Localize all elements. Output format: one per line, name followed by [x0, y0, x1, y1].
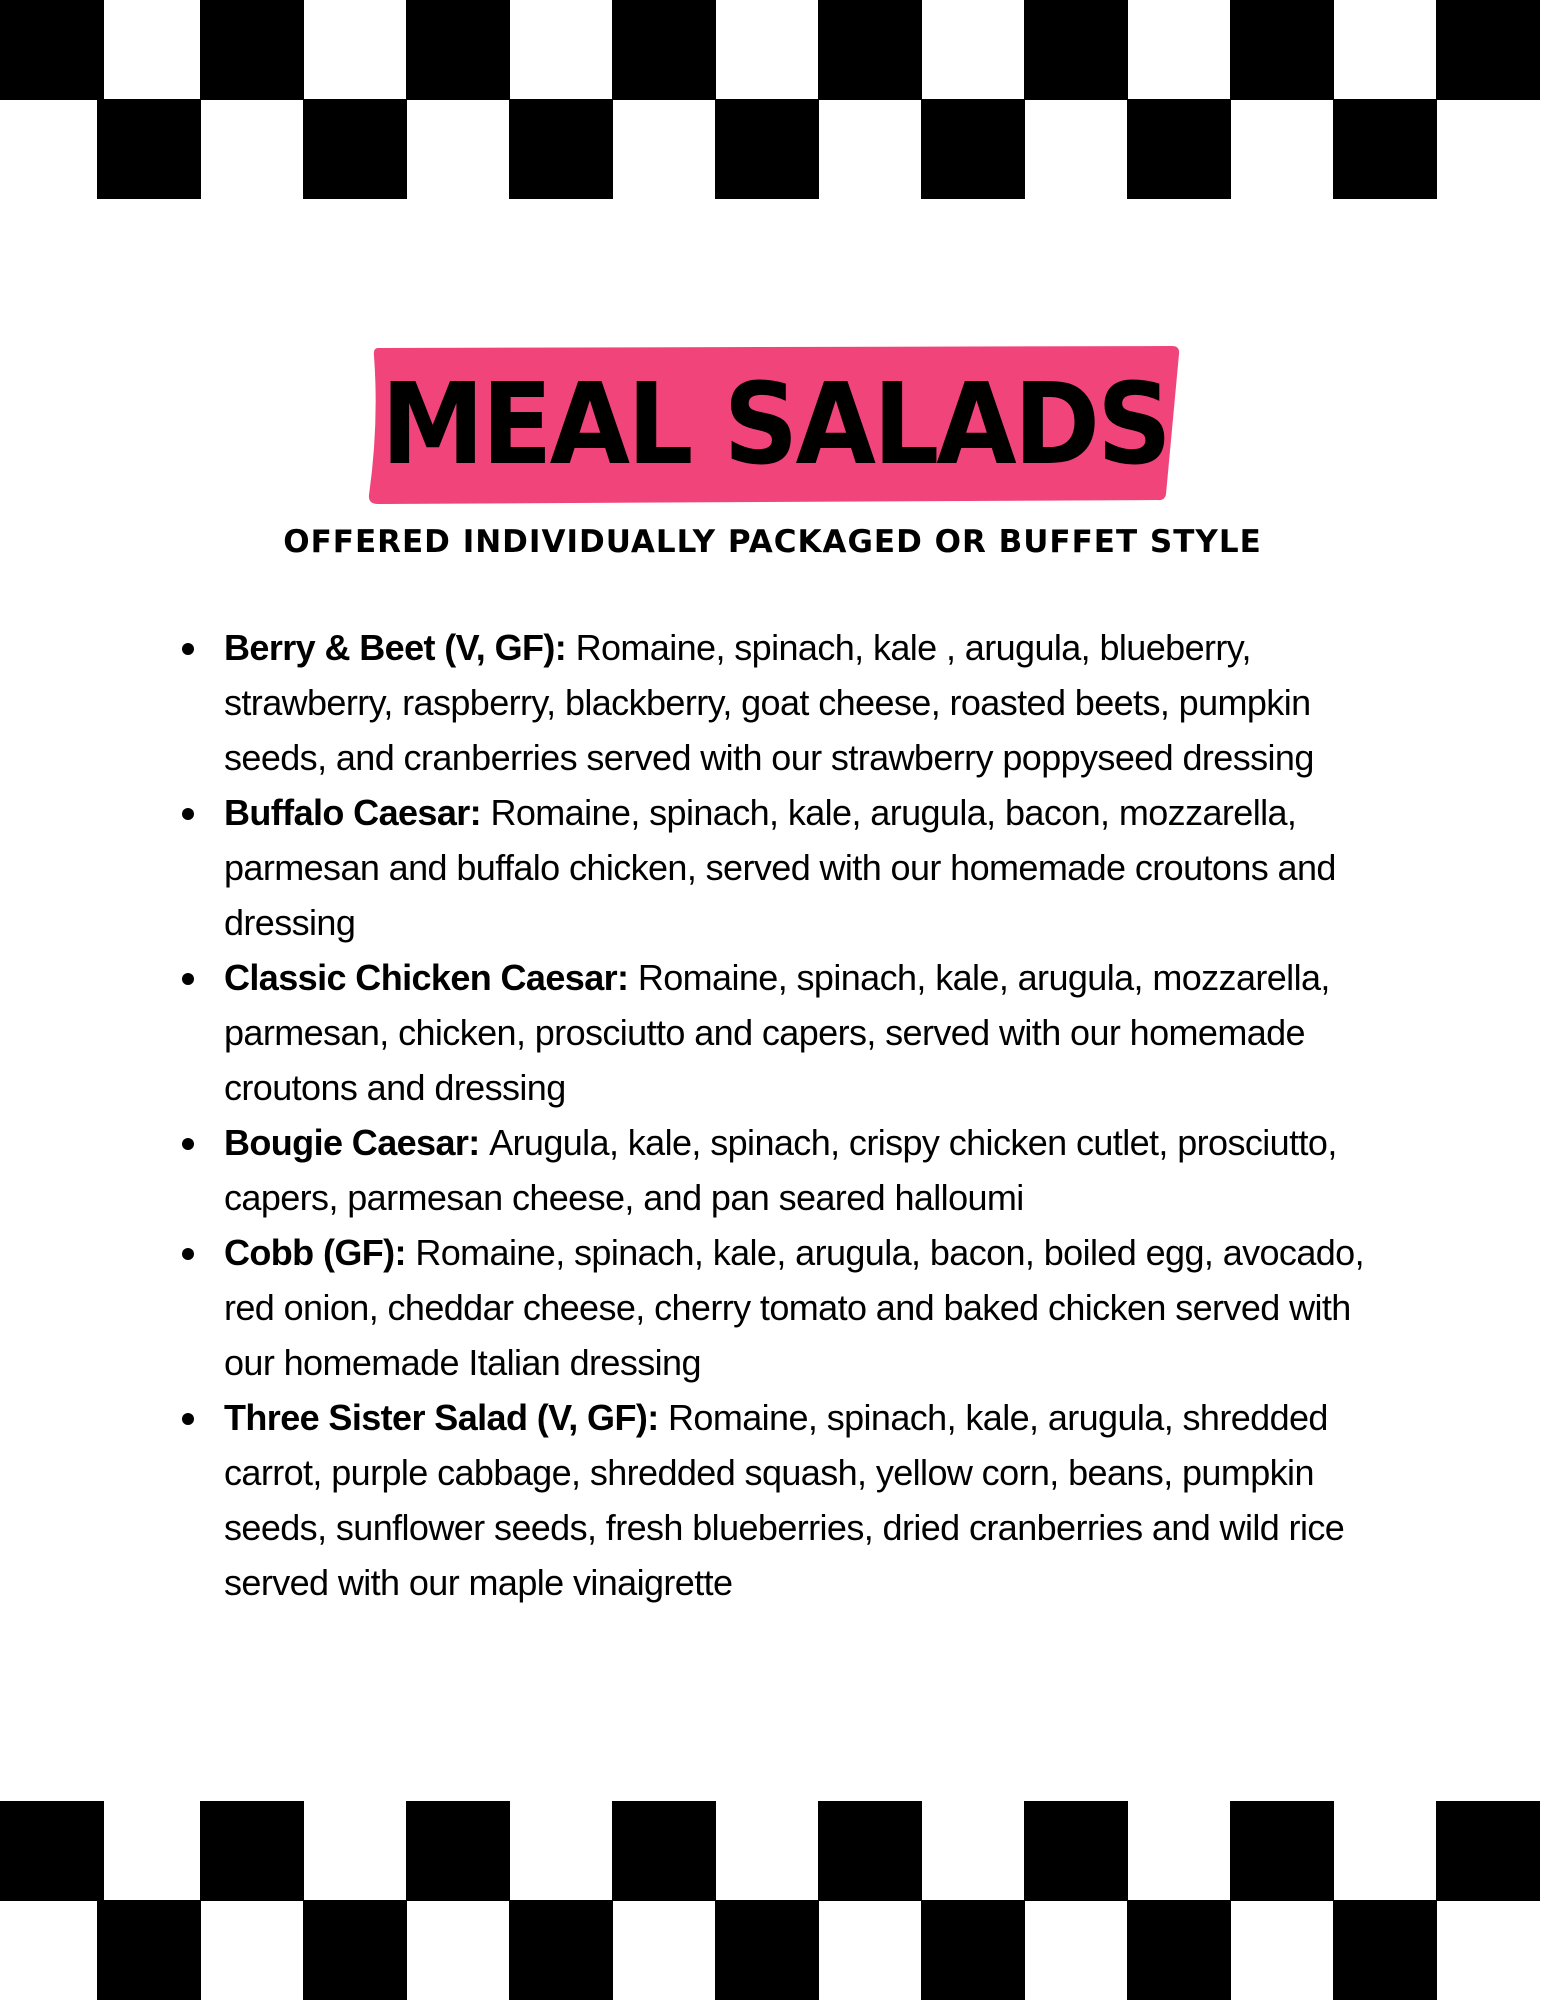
menu-item-name: Three Sister Salad (V, GF):: [224, 1397, 669, 1438]
checker-border-top: [0, 0, 1545, 199]
menu-item-name: Bougie Caesar:: [224, 1122, 490, 1163]
salad-menu-list: [180, 620, 1380, 1610]
menu-item-buffalo-caesar: [180, 785, 1380, 950]
bullet-icon: [182, 973, 194, 985]
checker-square: [1333, 99, 1437, 199]
checker-square: [406, 1801, 510, 1901]
page-title: MEAL SALADS: [381, 358, 1169, 490]
checker-square: [1024, 0, 1128, 100]
checker-square: [1230, 0, 1334, 100]
bullet-icon: [182, 1413, 194, 1425]
menu-item-description: Arugula, kale, spinach, crispy chicken cutlet, prosciutto, capers, parmesan cheese, and pan seared halloumi: [224, 1122, 1337, 1218]
menu-item-classic-chicken-caesar: [180, 950, 1380, 1115]
checker-square: [303, 99, 407, 199]
checker-square: [715, 99, 819, 199]
checker-square: [1436, 0, 1540, 100]
menu-item-description: Romaine, spinach, kale , arugula, blueberry, strawberry, raspberry, blackberry, goat cheese, roasted beets, pumpkin seeds, and cranberries served with our strawberry poppyseed dressing: [224, 627, 1314, 778]
checker-square: [509, 1900, 613, 2000]
checker-square: [200, 1801, 304, 1901]
menu-item-description: Romaine, spinach, kale, arugula, shredded carrot, purple cabbage, shredded squash, yellow corn, beans, pumpkin seeds, sunflower seeds, fresh blueberries, dried cranberries and wild rice served with our maple vinaigrette: [224, 1397, 1345, 1603]
checker-square: [0, 0, 104, 100]
checker-square: [818, 1801, 922, 1901]
bullet-icon: [182, 643, 194, 655]
checker-square: [818, 0, 922, 100]
menu-item-description: Romaine, spinach, kale, arugula, bacon, boiled egg, avocado, red onion, cheddar cheese, cherry tomato and baked chicken served with our homemade Italian dressing: [224, 1232, 1365, 1383]
menu-item-description: Romaine, spinach, kale, arugula, mozzarella, parmesan, chicken, prosciutto and capers, served with our homemade croutons and dressing: [224, 957, 1330, 1108]
bullet-icon: [182, 1138, 194, 1150]
checker-square: [921, 99, 1025, 199]
checker-square: [509, 99, 613, 199]
checker-square: [97, 99, 201, 199]
checker-square: [1024, 1801, 1128, 1901]
checker-square: [612, 1801, 716, 1901]
checker-square: [1333, 1900, 1437, 2000]
menu-item-name: Berry & Beet (V, GF):: [224, 627, 576, 668]
menu-item-berry-beet: [180, 620, 1380, 785]
checker-square: [921, 1900, 1025, 2000]
menu-item-three-sister-salad: [180, 1390, 1380, 1610]
page-subtitle: OFFERED INDIVIDUALLY PACKAGED OR BUFFET STYLE: [283, 524, 1262, 560]
checker-square: [97, 1900, 201, 2000]
checker-border-bottom: [0, 1801, 1545, 2000]
checker-square: [1230, 1801, 1334, 1901]
checker-square: [303, 1900, 407, 2000]
checker-square: [612, 0, 716, 100]
menu-item-bougie-caesar: [180, 1115, 1380, 1225]
menu-item-name: Buffalo Caesar:: [224, 792, 491, 833]
checker-square: [1127, 1900, 1231, 2000]
checker-square: [200, 0, 304, 100]
menu-item-name: Classic Chicken Caesar:: [224, 957, 638, 998]
menu-item-name: Cobb (GF):: [224, 1232, 416, 1273]
title-banner: [366, 344, 1184, 504]
checker-square: [715, 1900, 819, 2000]
bullet-icon: [182, 808, 194, 820]
checker-square: [1127, 99, 1231, 199]
checker-square: [406, 0, 510, 100]
menu-item-cobb: [180, 1225, 1380, 1390]
menu-item-description: Romaine, spinach, kale, arugula, bacon, mozzarella, parmesan and buffalo chicken, served with our homemade croutons and dressing: [224, 792, 1336, 943]
checker-square: [0, 1801, 104, 1901]
checker-square: [1436, 1801, 1540, 1901]
bullet-icon: [182, 1248, 194, 1260]
